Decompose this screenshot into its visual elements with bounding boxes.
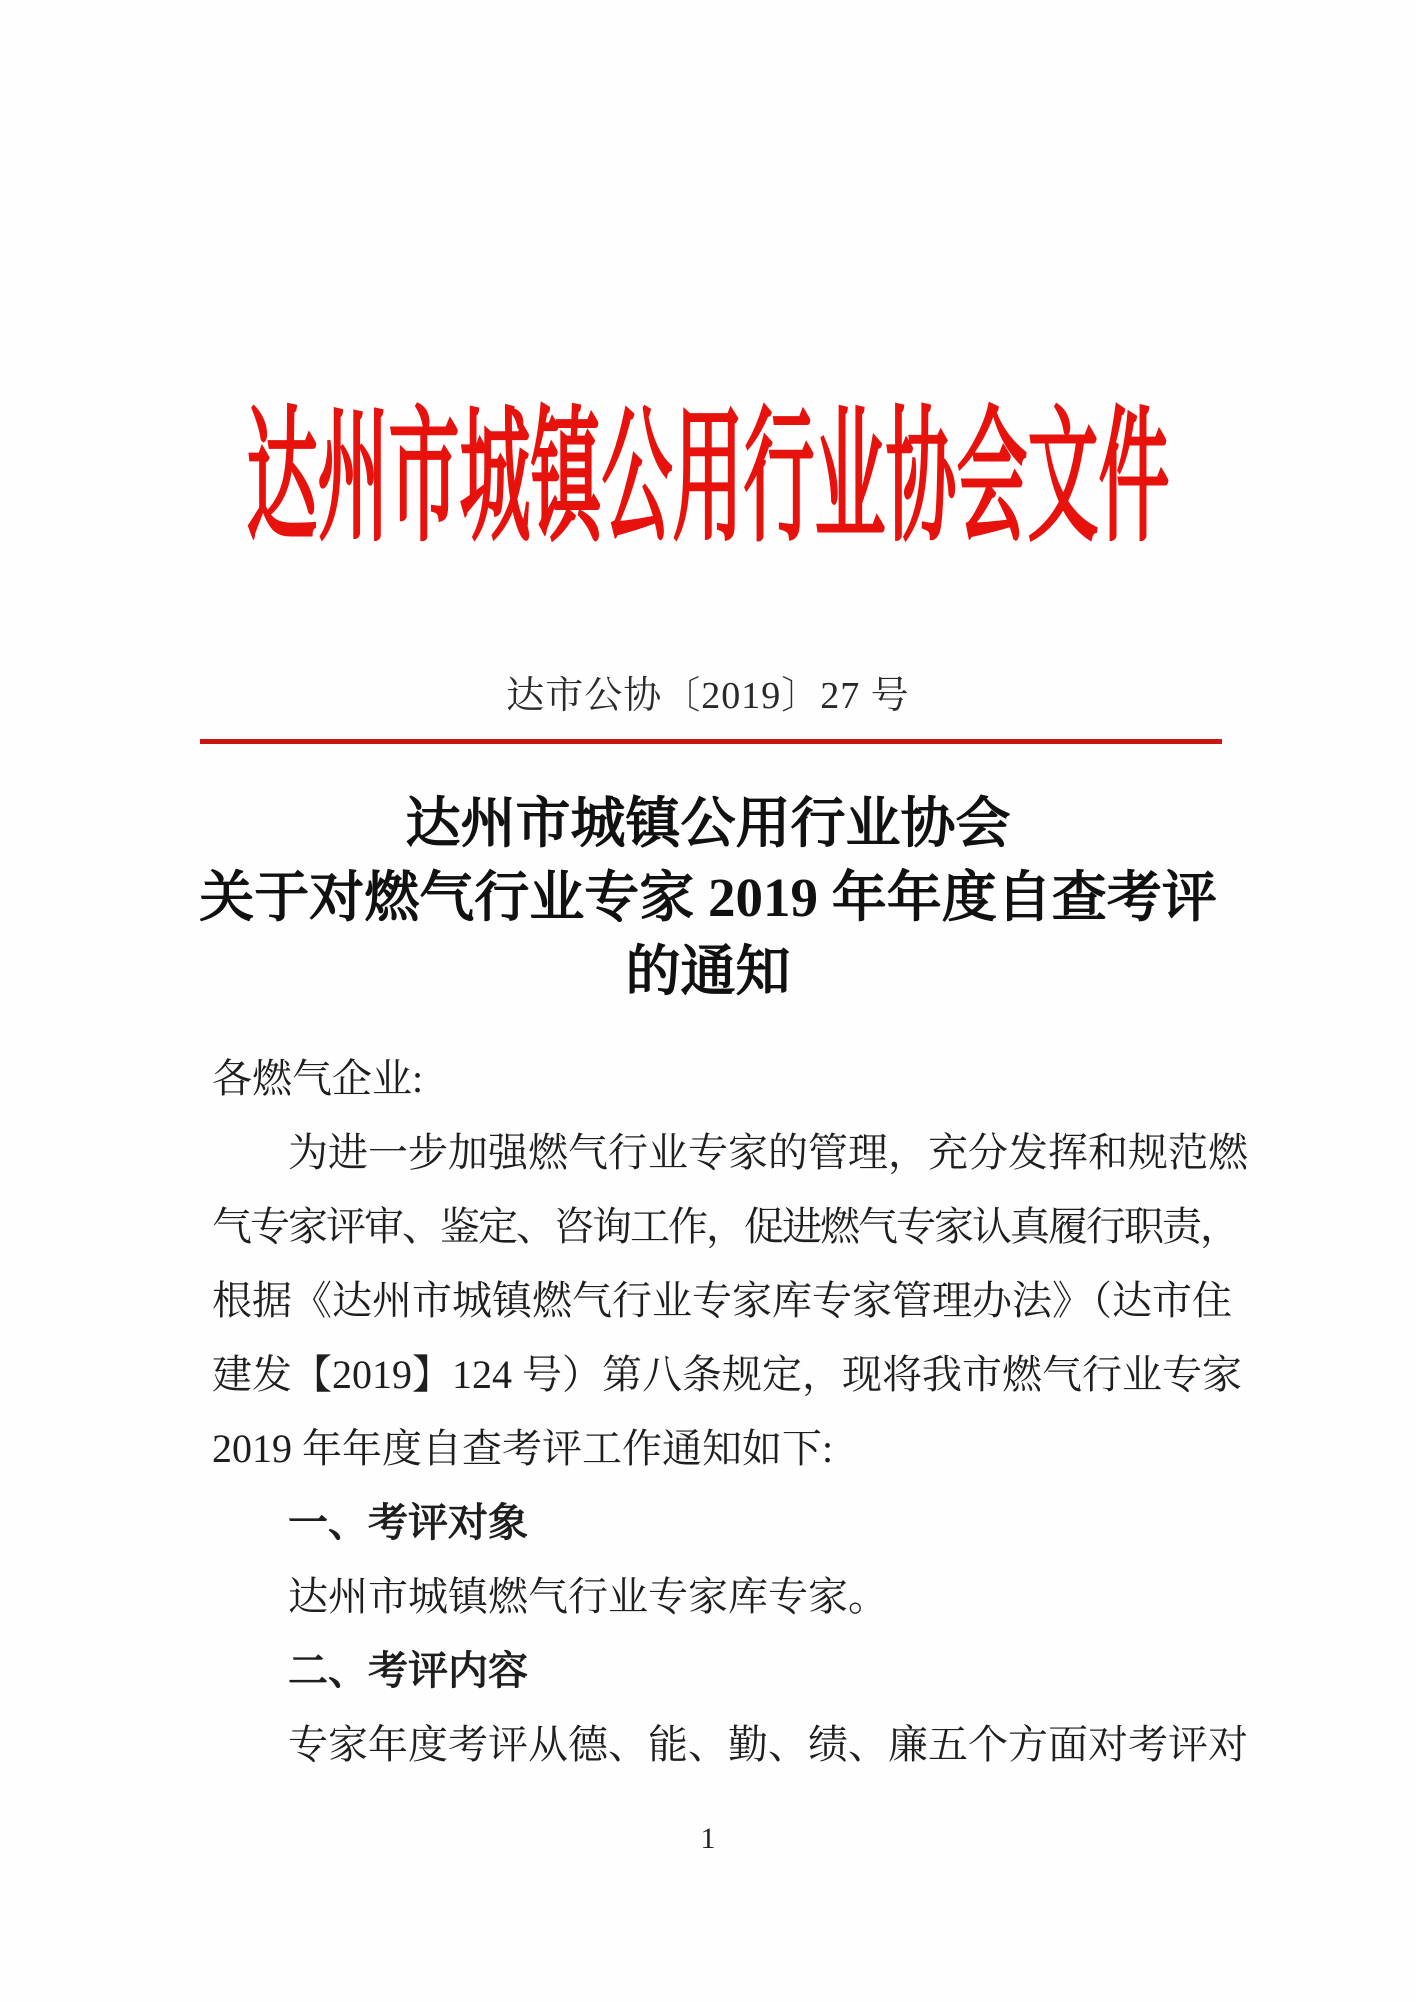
letterhead-org-title: 达州市城镇公用行业协会文件 xyxy=(246,399,1170,561)
salutation-line: 各燃气企业: xyxy=(212,1056,424,1101)
notice-title xyxy=(0,787,1416,1009)
body-line: 达州市城镇燃气行业专家库专家。 xyxy=(288,1574,888,1619)
letterhead xyxy=(0,399,1416,561)
body-text xyxy=(212,1042,1248,1782)
section-heading: 一、考评对象 xyxy=(288,1500,528,1545)
red-divider-rule xyxy=(200,739,1222,744)
body-line: 2019 年年度自查考评工作通知如下: xyxy=(212,1426,834,1471)
body-line: 专家年度考评从德、能、勤、绩、廉五个方面对考评对 xyxy=(288,1722,1248,1767)
body-line: 为进一步加强燃气行业专家的管理，充分发挥和规范燃 xyxy=(288,1130,1248,1175)
notice-title-line-3: 的通知 xyxy=(625,941,791,1002)
doc-number: 达市公协〔2019〕27 号 xyxy=(506,675,910,717)
body-line: 建发【2019】124 号）第八条规定，现将我市燃气行业专家 xyxy=(212,1352,1242,1397)
notice-title-line-2: 关于对燃气行业专家 2019 年年度自查考评 xyxy=(199,867,1217,928)
body-line: 根据《达州市城镇燃气行业专家库专家管理办法》（达市住 xyxy=(212,1278,1232,1323)
body-line: 气专家评审、鉴定、咨询工作，促进燃气专家认真履行职责， xyxy=(212,1204,1238,1249)
section-heading: 二、考评内容 xyxy=(288,1648,528,1693)
notice-title-line-1: 达州市城镇公用行业协会 xyxy=(405,793,1011,854)
page-number: 1 xyxy=(700,1822,716,1855)
